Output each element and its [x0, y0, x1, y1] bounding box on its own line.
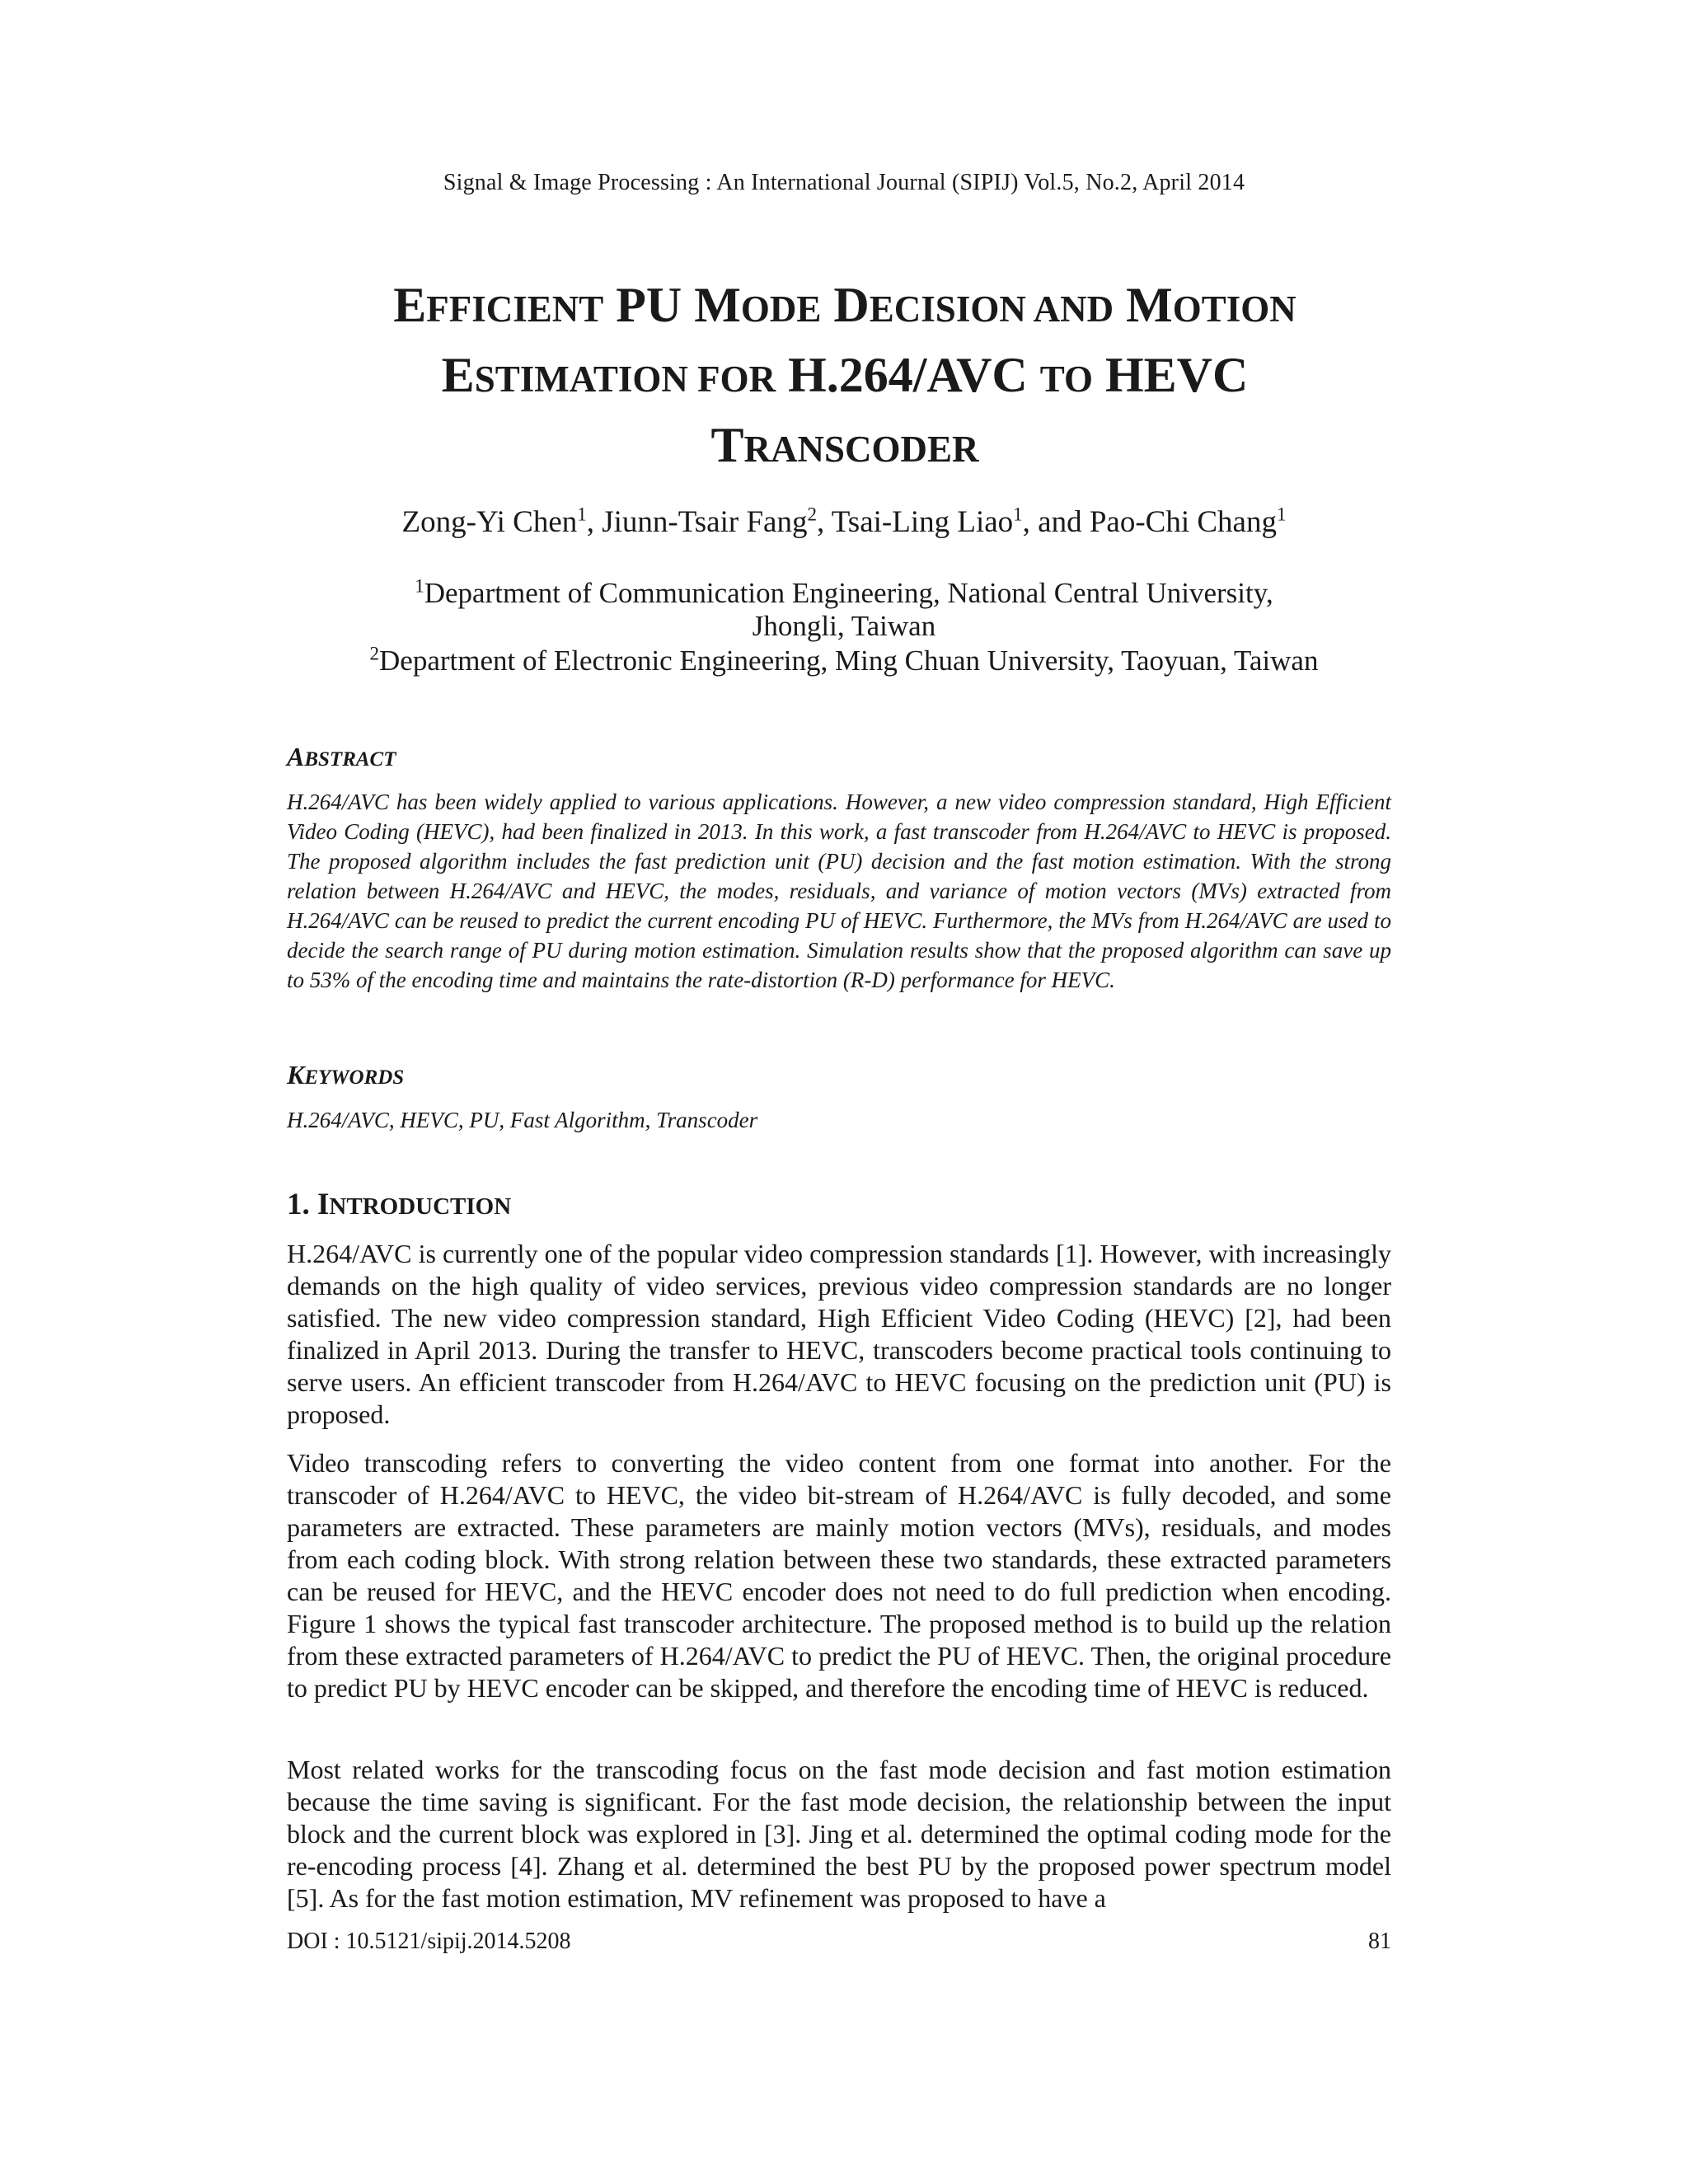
footer-doi: DOI : 10.5121/sipij.2014.5208	[287, 1929, 571, 1954]
intro-paragraph-2: Video transcoding refers to converting the video content from one format into another. For the transcoder of H.264/AVC to HEVC, the video bit-stream of H.264/AVC is fully decoded, and some parameters are extracted. These parameters are mainly motion vectors (MVs), residuals, and modes from each coding block. With strong relation between these two standards, these extracted parameters can be reused for HEVC, and the HEVC encoder does not need to do full prediction when encoding. Figure 1 shows the typical fast transcoder architecture. The proposed method is to build up the relation from these extracted parameters of H.264/AVC to predict the PU of HEVC. Then, the original procedure to predict PU by HEVC encoder can be skipped, and therefore the encoding time of HEVC is reduced.	[287, 1448, 1391, 1703]
affiliation-1: $^1$Department of Communication Engineering, National Central University, Jhongli, Taiwan	[415, 575, 1273, 642]
keywords-text: H.264/AVC, HEVC, PU, Fast Algorithm, Transcoder	[287, 1108, 758, 1132]
introduction-heading: 1. INTRODUCTION	[287, 1188, 512, 1221]
author-list: Zong-Yi Chen$^1$, Jiunn-Tsair Fang$^2$, Tsai-Ling Liao$^1$, and Pao-Chi Chang$^1$	[401, 504, 1287, 539]
title-line-3: TRANSCODER	[710, 418, 979, 472]
title-line-2: ESTIMATION FOR H.264/AVC TO HEVC	[441, 348, 1249, 402]
abstract-heading: ABSTRACT	[287, 742, 396, 771]
affiliation-2: $^2$Department of Electronic Engineering, Ming Chuan University, Taoyuan, Taiwan	[369, 643, 1319, 677]
paper-title	[206, 272, 1484, 482]
running-header: Signal & Image Processing : An International Journal (SIPIJ) Vol.5, No.2, April 2014	[443, 170, 1245, 195]
intro-paragraph-1: H.264/AVC is currently one of the popular video compression standards [1]. However, with increasingly demands on the high quality of video services, previous video compression standards are no longer satisfied. The new video compression standard, High Efficient Video Coding (HEVC) [2], had been finalized in April 2013. During the transfer to HEVC, transcoders become practical tools continuing to serve users. An efficient transcoder from H.264/AVC to HEVC focusing on the prediction unit (PU) is proposed.	[287, 1239, 1391, 1429]
keywords-heading: KEYWORDS	[287, 1060, 405, 1090]
abstract-text: H.264/AVC has been widely applied to various applications. However, a new video compression standard, High Efficient Video Coding (HEVC), had been finalized in 2013. In this work, a fast transcoder from H.264/AVC to HEVC is proposed. The proposed algorithm includes the fast prediction unit (PU) decision and the fast motion estimation. With the strong relation between H.264/AVC and HEVC, the modes, residuals, and variance of motion vectors (MVs) extracted from H.264/AVC can be reused to predict the current encoding PU of HEVC. Furthermore, the MVs from H.264/AVC are used to decide the search range of PU during motion estimation. Simulation results show that the proposed algorithm can save up to 53% of the encoding time and maintains the rate-distortion (R-D) performance for HEVC.	[287, 790, 1391, 992]
title-line-1: EFFICIENT PU MODE DECISION AND MOTION	[393, 278, 1296, 332]
intro-paragraph-3: Most related works for the transcoding focus on the fast mode decision and fast motion estimation because the time saving is significant. For the fast mode decision, the relationship between the input block and the current block was explored in [3]. Jing et al. determined the optimal coding mode for the re-encoding process [4]. Zhang et al. determined the best PU by the proposed power spectrum model [5]. As for the fast motion estimation, MV refinement was proposed to have a	[287, 1755, 1391, 1913]
page-number: 81	[1368, 1929, 1391, 1954]
